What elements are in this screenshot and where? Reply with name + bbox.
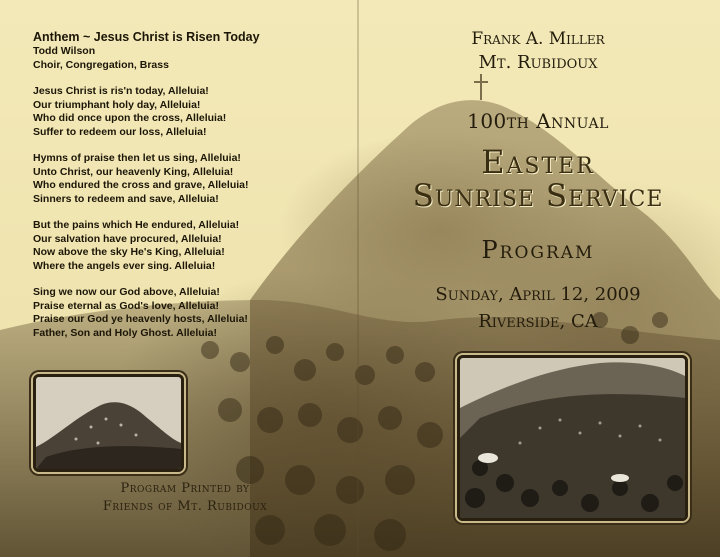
cross-icon: [474, 74, 488, 100]
service-city: Riverside, CA: [478, 311, 598, 332]
hymn-line: Our salvation have procured, Alleluia!: [33, 232, 222, 245]
hymn-line: Who endured the cross and grave, Alleluia!: [33, 179, 249, 191]
anniversary-label: 100th Annual: [467, 109, 609, 133]
hymn-line: Father, Son and Holy Ghost. Alleluia!: [33, 326, 217, 339]
page-fold: [357, 0, 359, 557]
hymn-stanza-3: [33, 219, 333, 273]
mountain-photo: [33, 374, 184, 472]
hymn-line: Unto Christ, our heavenly King, Alleluia!: [33, 165, 234, 178]
hymn-stanza-1: [33, 85, 333, 139]
crowd-photo: [457, 355, 688, 521]
credit-line-1: Program Printed by: [120, 481, 250, 496]
location-name: Mt. Rubidoux: [478, 52, 598, 73]
hymn-line: Sinners to redeem and save, Alleluia!: [33, 192, 219, 205]
anthem-composer: Todd Wilson: [33, 45, 96, 57]
printed-by-credit: [55, 480, 315, 516]
anthem-performers: Choir, Congregation, Brass: [33, 58, 169, 71]
service-title-line-1: Easter: [481, 143, 595, 181]
hymn-line: Where the angels ever sing. Alleluia!: [33, 259, 216, 272]
anthem-title: Anthem ~ Jesus Christ is Risen Today: [33, 30, 260, 44]
hymn-line: Now above the sky He's King, Alleluia!: [33, 246, 225, 258]
hymn-line: Jesus Christ is ris'n today, Alleluia!: [33, 85, 209, 97]
service-title-line-2: Sunrise Service: [412, 178, 664, 214]
hymn-line: Praise our God ye heavenly hosts, Alleluia!: [33, 313, 248, 325]
service-date: Sunday, April 12, 2009: [435, 284, 641, 305]
hymn-line: Praise eternal as God's love, Alleluia!: [33, 299, 219, 312]
hymn-line: Suffer to redeem our loss, Alleluia!: [33, 125, 207, 138]
honoree-name: Frank A. Miller: [471, 29, 605, 49]
anthem-text: [33, 30, 333, 340]
hymn-stanza-4: [33, 286, 333, 340]
hymn-line: Our triumphant holy day, Alleluia!: [33, 98, 201, 111]
hymn-stanza-2: [33, 152, 333, 206]
program-heading: Program: [481, 236, 595, 264]
hymn-line: Who did once upon the cross, Alleluia!: [33, 112, 227, 124]
hymn-line: But the pains which He endured, Alleluia!: [33, 219, 240, 231]
credit-line-2: Friends of Mt. Rubidoux: [102, 499, 268, 514]
hymn-line: Sing we now our God above, Alleluia!: [33, 286, 220, 298]
hymn-line: Hymns of praise then let us sing, Alleluia!: [33, 152, 241, 164]
